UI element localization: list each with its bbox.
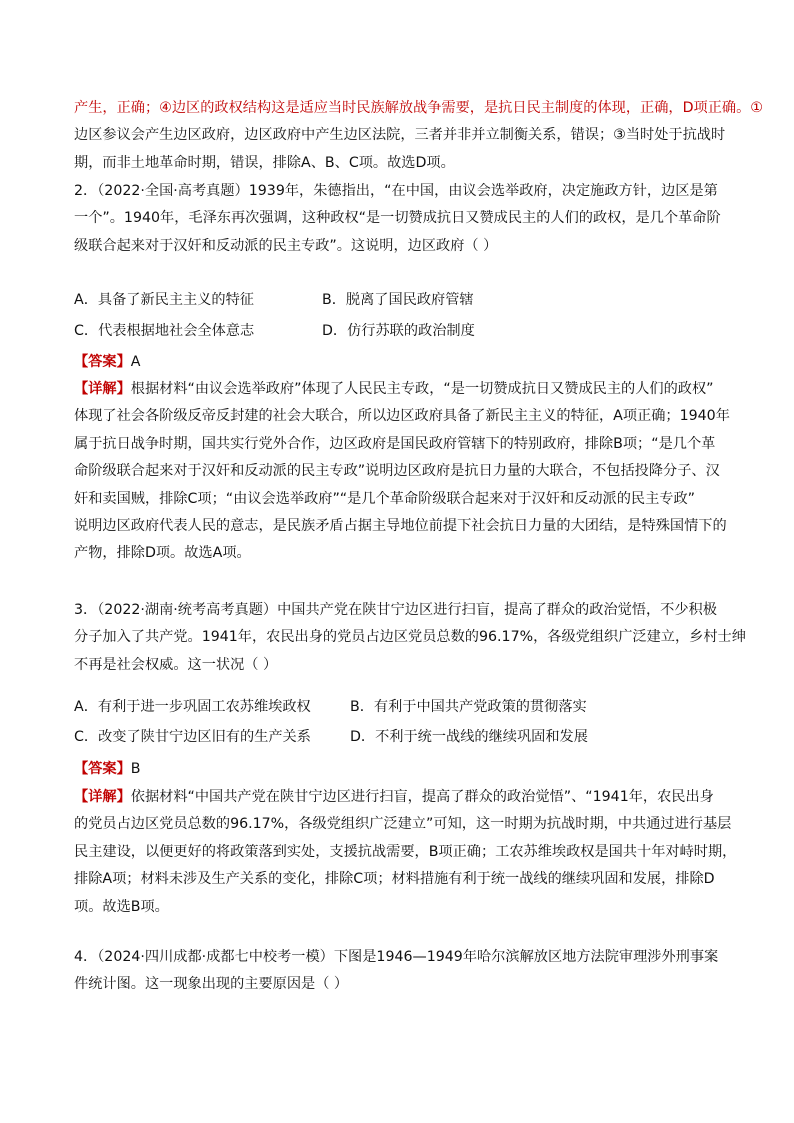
prev-answer-tail [74, 95, 763, 177]
text-line: 奸和卖国贼，排除C项；“由议会选举政府”“是几个革命阶级联合起来对于汉奸和反动派的民主专政” [74, 490, 695, 507]
text-line [74, 784, 724, 811]
question-2-detail [74, 376, 730, 568]
text-line: 件统计图。这一现象出现的主要原因是（ ） [74, 976, 349, 993]
detail-text: 依据材料“中国共产党在陕甘宁边区进行扫盲，提高了群众的政治觉悟”、“1941年，农民出身 [130, 789, 714, 805]
answer-tag: 【答案】 [74, 761, 131, 777]
question-2-answer [74, 351, 140, 371]
answer-value: A [130, 354, 141, 370]
question-2-option-a: A．具备了新民主主义的特征 [74, 292, 254, 308]
detail-tag: 【详解】 [74, 381, 131, 397]
question-2-option-b: B．脱离了国民政府管辖 [322, 292, 474, 308]
text-line: 说明边区政府代表人民的意志，是民族矛盾占据主导地位前提下社会抗日力量的大团结，是特殊国情下的 [74, 517, 727, 534]
answer-value: B [130, 761, 141, 777]
question-2-option-d: D．仿行苏联的政治制度 [322, 323, 475, 339]
text-line: 边区参议会产生边区政府，边区政府中产生边区法院，三者并非并立制衡关系，错误；③当时处于抗战时 [74, 127, 726, 144]
question-3-option-c: C．改变了陕甘宁边区旧有的生产关系 [74, 729, 311, 745]
text-line: 一个”。1940年，毛泽东再次强调，这种政权“是一切赞成抗日又赞成民主的人们的政权，是几个革命阶 [74, 210, 721, 227]
text-line: 分子加入了共产党。1941年，农民出身的党员占边区党员总数的96.17%，各级党组织广泛建立，乡村士绅 [74, 629, 746, 646]
text-line: 期，而非土地革命时期，错误，排除A、B、C项。故选D项。 [74, 154, 455, 171]
text-line: 项。故选B项。 [74, 898, 169, 915]
question-3-detail [74, 784, 737, 921]
text-line: 的党员占边区党员总数的96.17%，各级党组织广泛建立”可知，这一时期为抗战时期，中共通过进行基层 [74, 816, 732, 833]
question-3-answer [74, 758, 141, 778]
answer-tag: 【答案】 [74, 354, 131, 370]
text-line: 命阶级联合起来对于汉奸和反动派的民主专政”说明边区政府是抗日力量的大联合，不包括投降分子、汉 [74, 463, 720, 480]
detail-tag: 【详解】 [74, 789, 131, 805]
question-3-option-b: B．有利于中国共产党政策的贯彻落实 [350, 699, 587, 715]
text-line: 产生，正确；④边区的政权结构这是适应当时民族解放战争需要，是抗日民主制度的体现，正确，D项正确。① [74, 100, 763, 116]
text-line: 民主建设，以便更好的将政策落到实处，支援抗战需要，B项正确；工农苏维埃政权是国共十年对峙时期， [74, 843, 737, 860]
question-3-option-d: D．不利于统一战线的继续巩固和发展 [350, 729, 588, 745]
text-line: 排除A项；材料未涉及生产关系的变化，排除C项；材料措施有利于统一战线的继续巩固和发展，排除D [74, 871, 715, 888]
text-line: 产物，排除D项。故选A项。 [74, 545, 251, 562]
text-line: 体现了社会各阶级反帝反封建的社会大联合，所以边区政府具备了新民主主义的特征，A项正确；1940年 [74, 408, 730, 425]
text-line: 4．（2024·四川成都·成都七中校考一模）下图是1946—1949年哈尔滨解放区地方法院审理涉外刑事案 [74, 949, 719, 965]
text-line: 2．（2022·全国·高考真题）1939年，朱德指出，“在中国，由议会选举政府，决定施政方针，边区是第 [74, 183, 718, 199]
detail-text: 根据材料“由议会选举政府”体现了人民民主专政，“是一切赞成抗日又赞成民主的人们的政权” [130, 381, 714, 397]
question-2-option-c: C．代表根据地社会全体意志 [74, 323, 255, 339]
text-line: 属于抗日战争时期，国共实行党外合作，边区政府是国民政府管辖下的特别政府，排除B项；“是几个革 [74, 435, 716, 452]
question-4-stem [74, 944, 724, 999]
text-line: 级联合起来对于汉奸和反动派的民主专政”。这说明，边区政府（ ） [74, 237, 498, 254]
text-line: 不再是社会权威。这一状况（ ） [74, 656, 278, 673]
text-line [74, 376, 724, 403]
text-line: 3．（2022·湖南·统考高考真题）中国共产党在陕甘宁边区进行扫盲，提高了群众的政治觉悟，不少积极 [74, 602, 717, 618]
question-3-option-a: A．有利于进一步巩固工农苏维埃政权 [74, 699, 311, 715]
question-2-stem [74, 178, 724, 260]
question-3-stem [74, 597, 746, 679]
